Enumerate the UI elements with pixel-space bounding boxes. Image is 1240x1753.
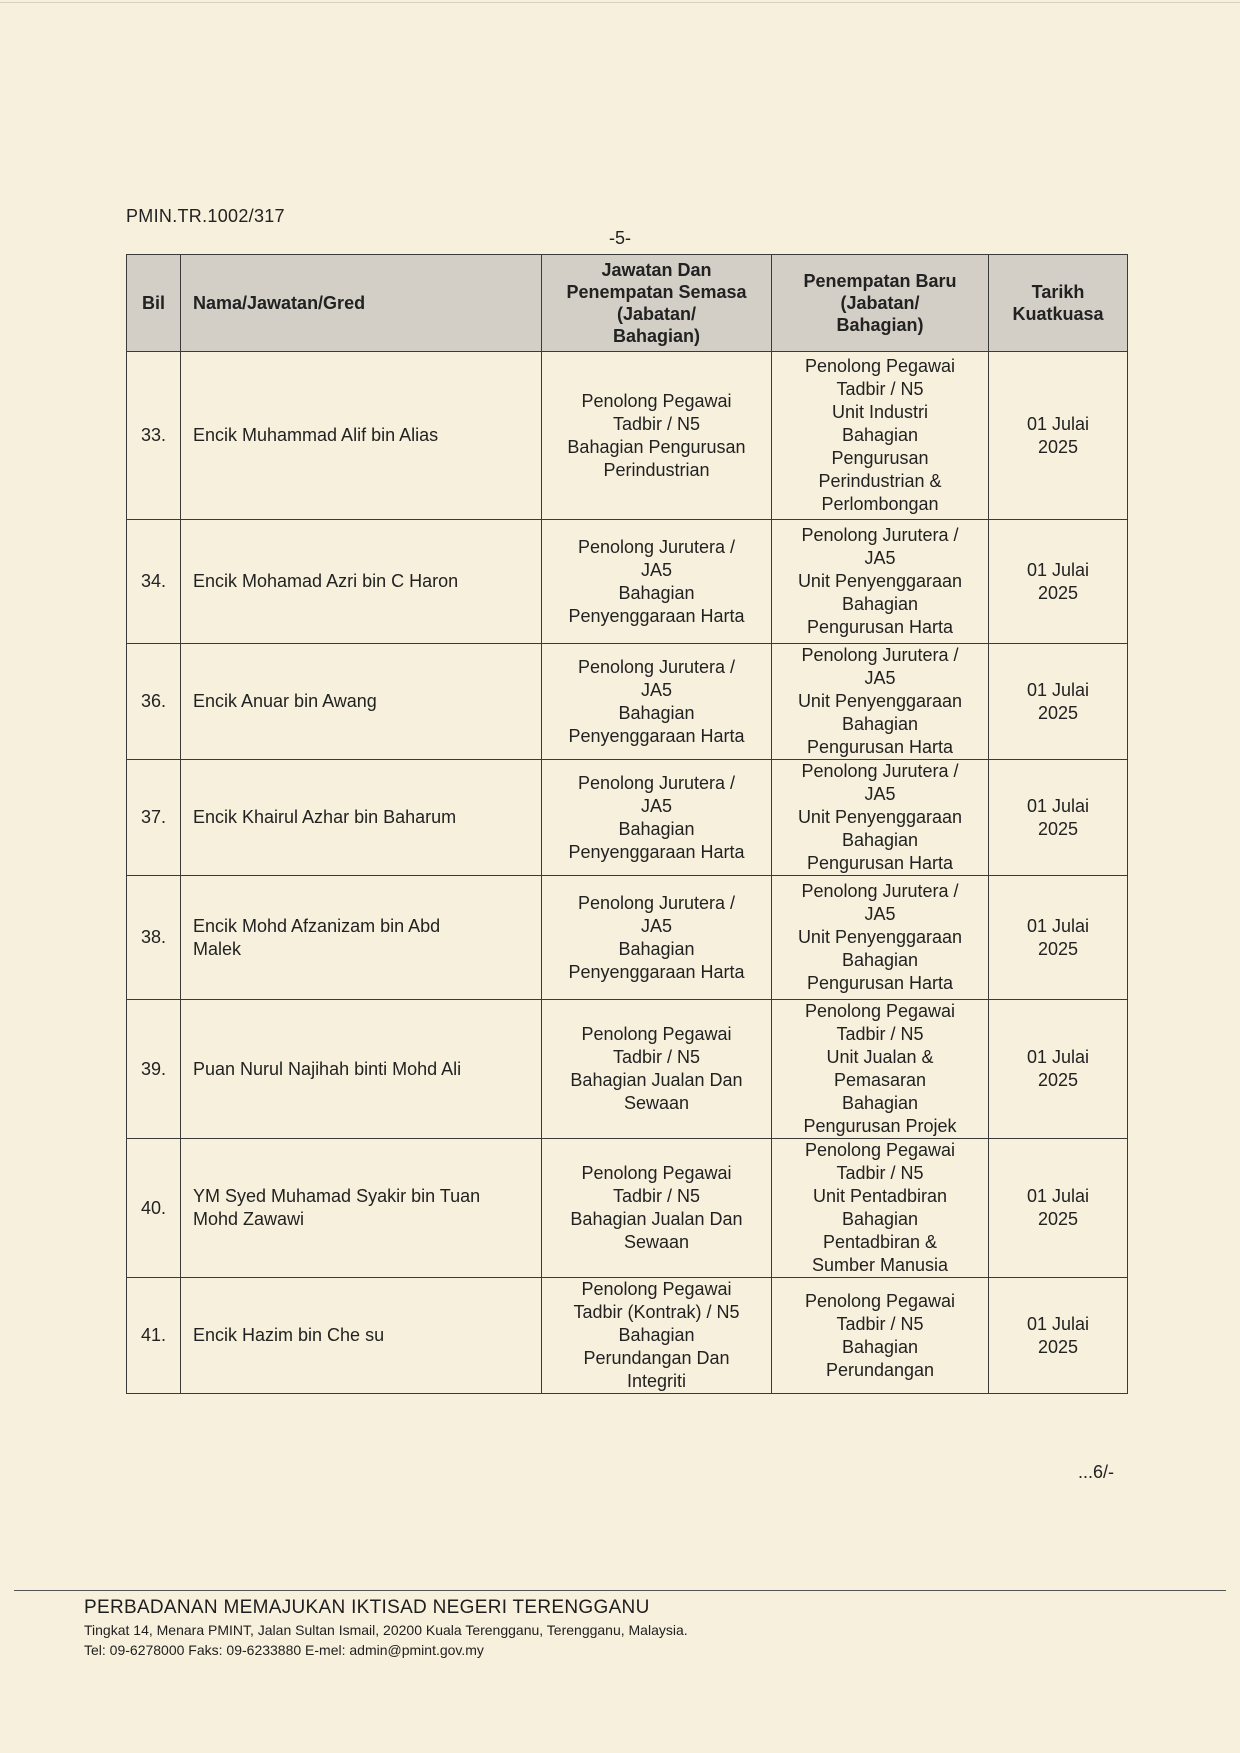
current-posting-line: JA5 bbox=[640, 559, 673, 580]
current-posting bbox=[542, 1000, 772, 1139]
effective-date-line: 01 Julai bbox=[1026, 559, 1090, 580]
header-current-posting bbox=[542, 255, 772, 352]
current-posting-line: Penolong Jurutera / bbox=[577, 772, 736, 793]
row-number: 38. bbox=[127, 876, 181, 1000]
table-row bbox=[127, 520, 1128, 644]
top-rule bbox=[0, 2, 1240, 3]
new-posting-line: Penolong Pegawai bbox=[804, 1290, 956, 1311]
current-posting-line: Perundangan Dan bbox=[583, 1348, 730, 1368]
new-posting-line: Unit Penyenggaraan bbox=[797, 571, 963, 591]
current-posting bbox=[542, 876, 772, 1000]
employee-name bbox=[181, 520, 542, 644]
transfer-table bbox=[126, 254, 1128, 1394]
employee-name-line: Encik Muhammad Alif bin Alias bbox=[193, 425, 439, 445]
new-posting-line: JA5 bbox=[864, 904, 896, 924]
reference-number: PMIN.TR.1002/317 bbox=[126, 206, 285, 226]
new-posting-line: Bahagian bbox=[841, 950, 919, 970]
new-posting-line: Penolong Jurutera / bbox=[801, 881, 959, 901]
current-posting-line: Integriti bbox=[626, 1371, 687, 1391]
current-posting-line: Sewaan bbox=[623, 1093, 690, 1113]
new-posting-line: JA5 bbox=[864, 548, 896, 568]
current-posting-line: Bahagian Pengurusan bbox=[567, 436, 746, 457]
new-posting-line: Penolong Jurutera / bbox=[801, 525, 959, 545]
new-posting-line: Penolong Pegawai bbox=[804, 1001, 956, 1021]
new-posting bbox=[772, 352, 989, 520]
footer-contact: Tel: 09-6278000 Faks: 09-6233880 E-mel: admin@pmint.gov.my bbox=[84, 1642, 484, 1658]
employee-name-line: YM Syed Muhamad Syakir bin Tuan bbox=[193, 1186, 481, 1206]
new-posting-line: Unit Penyenggaraan bbox=[797, 807, 963, 827]
new-posting-line: JA5 bbox=[864, 784, 896, 804]
new-posting bbox=[772, 520, 989, 644]
effective-date bbox=[989, 644, 1128, 760]
new-posting-line: Penolong Jurutera / bbox=[801, 761, 959, 781]
employee-name bbox=[181, 1000, 542, 1139]
new-posting bbox=[772, 876, 989, 1000]
employee-name bbox=[181, 352, 542, 520]
new-posting-line: Bahagian bbox=[841, 830, 919, 850]
row-number: 39. bbox=[127, 1000, 181, 1139]
effective-date-line: 01 Julai bbox=[1026, 413, 1090, 434]
employee-name-line: Malek bbox=[193, 938, 242, 959]
header-line: (Jabatan/ bbox=[616, 304, 697, 324]
new-posting bbox=[772, 760, 989, 876]
table-row bbox=[127, 644, 1128, 760]
new-posting-line: Tadbir / N5 bbox=[836, 1313, 924, 1334]
new-posting-line: Pengurusan Harta bbox=[806, 973, 954, 993]
current-posting-line: Tadbir / N5 bbox=[612, 413, 701, 434]
effective-date-line: 2025 bbox=[1037, 436, 1079, 457]
new-posting bbox=[772, 644, 989, 760]
row-number: 41. bbox=[127, 1278, 181, 1394]
effective-date-line: 01 Julai bbox=[1026, 795, 1090, 816]
new-posting-line: Sumber Manusia bbox=[811, 1255, 949, 1275]
current-posting-line: Penolong Pegawai bbox=[581, 390, 732, 411]
effective-date bbox=[989, 1000, 1128, 1139]
current-posting-line: JA5 bbox=[640, 679, 673, 700]
header-line: Bahagian) bbox=[612, 326, 700, 346]
current-posting-line: Penolong Jurutera / bbox=[577, 656, 736, 677]
header-line: Kuatkuasa bbox=[1012, 304, 1104, 324]
current-posting-line: Bahagian Jualan Dan bbox=[570, 1209, 743, 1229]
effective-date bbox=[989, 1278, 1128, 1394]
effective-date-line: 2025 bbox=[1037, 582, 1079, 603]
employee-name-line: Encik Anuar bin Awang bbox=[193, 691, 377, 711]
table-row bbox=[127, 352, 1128, 520]
header-line: Jawatan Dan bbox=[601, 260, 712, 280]
table-row bbox=[127, 760, 1128, 876]
effective-date bbox=[989, 1139, 1128, 1278]
effective-date-line: 2025 bbox=[1037, 702, 1079, 723]
header-line: Tarikh bbox=[1031, 282, 1085, 302]
header-line: Bahagian) bbox=[836, 315, 924, 335]
effective-date bbox=[989, 760, 1128, 876]
footer-organization: PERBADANAN MEMAJUKAN IKTISAD NEGERI TERENGGANU bbox=[84, 1597, 650, 1618]
new-posting-line: Unit Pentadbiran bbox=[812, 1186, 948, 1206]
current-posting-line: Penolong Pegawai bbox=[581, 1024, 732, 1044]
new-posting-line: Pengurusan Harta bbox=[806, 737, 954, 757]
row-number: 40. bbox=[127, 1139, 181, 1278]
effective-date-line: 01 Julai bbox=[1026, 679, 1090, 700]
footer-rule bbox=[14, 1590, 1226, 1591]
current-posting-line: Tadbir / N5 bbox=[612, 1047, 701, 1067]
new-posting-line: JA5 bbox=[864, 668, 896, 688]
new-posting-line: Pengurusan Harta bbox=[806, 853, 954, 873]
employee-name bbox=[181, 760, 542, 876]
header-name: Nama/Jawatan/Gred bbox=[181, 255, 542, 352]
page-number: -5- bbox=[609, 228, 631, 248]
new-posting-line: Bahagian bbox=[841, 1209, 919, 1229]
table-row bbox=[127, 1278, 1128, 1394]
current-posting-line: Penyenggaraan Harta bbox=[568, 841, 745, 862]
effective-date bbox=[989, 876, 1128, 1000]
effective-date-line: 01 Julai bbox=[1026, 1313, 1090, 1334]
new-posting-line: Bahagian bbox=[841, 714, 919, 734]
current-posting bbox=[542, 644, 772, 760]
new-posting-line: Bahagian bbox=[841, 1336, 919, 1357]
current-posting-line: Sewaan bbox=[623, 1232, 690, 1252]
current-posting bbox=[542, 760, 772, 876]
effective-date-line: 01 Julai bbox=[1026, 1047, 1090, 1067]
header-bil: Bil bbox=[127, 255, 181, 352]
new-posting-line: Pentadbiran & bbox=[822, 1232, 938, 1252]
employee-name-line: Mohd Zawawi bbox=[193, 1209, 305, 1229]
new-posting-line: Tadbir / N5 bbox=[836, 379, 924, 399]
effective-date-line: 01 Julai bbox=[1026, 915, 1090, 936]
current-posting-line: Tadbir (Kontrak) / N5 bbox=[573, 1302, 740, 1322]
employee-name-line: Encik Mohd Afzanizam bin Abd bbox=[193, 915, 441, 936]
table-header-row bbox=[127, 255, 1128, 352]
table-row bbox=[127, 1139, 1128, 1278]
current-posting-line: Bahagian bbox=[618, 702, 695, 723]
employee-name-line: Encik Hazim bin Che su bbox=[193, 1325, 385, 1345]
new-posting-line: Unit Penyenggaraan bbox=[797, 691, 963, 711]
current-posting-line: Tadbir / N5 bbox=[612, 1186, 701, 1206]
new-posting-line: Perundangan bbox=[825, 1359, 935, 1380]
current-posting-line: Penolong Pegawai bbox=[581, 1279, 732, 1299]
effective-date-line: 2025 bbox=[1037, 1209, 1079, 1229]
current-posting-line: Penolong Jurutera / bbox=[577, 892, 736, 913]
new-posting bbox=[772, 1278, 989, 1394]
new-posting-line: Penolong Pegawai bbox=[804, 1140, 956, 1160]
effective-date-line: 2025 bbox=[1037, 818, 1079, 839]
current-posting-line: Bahagian bbox=[618, 818, 695, 839]
current-posting-line: Bahagian bbox=[618, 938, 695, 959]
effective-date-line: 2025 bbox=[1037, 938, 1079, 959]
current-posting-line: JA5 bbox=[640, 915, 673, 936]
continuation-marker: ...6/- bbox=[1078, 1462, 1115, 1482]
new-posting-line: Perlombongan bbox=[821, 494, 939, 514]
current-posting-line: Bahagian Jualan Dan bbox=[570, 1070, 743, 1090]
employee-name bbox=[181, 644, 542, 760]
new-posting-line: Pengurusan Projek bbox=[803, 1116, 957, 1136]
table-row bbox=[127, 876, 1128, 1000]
new-posting-line: Unit Jualan & bbox=[826, 1047, 934, 1067]
new-posting-line: Pengurusan Harta bbox=[806, 617, 954, 637]
new-posting-line: Pemasaran bbox=[833, 1070, 927, 1090]
new-posting bbox=[772, 1000, 989, 1139]
current-posting-line: Bahagian bbox=[618, 582, 695, 603]
effective-date-line: 2025 bbox=[1037, 1070, 1079, 1090]
new-posting-line: Tadbir / N5 bbox=[836, 1024, 924, 1044]
new-posting-line: Bahagian bbox=[841, 1093, 919, 1113]
current-posting bbox=[542, 352, 772, 520]
current-posting-line: Penolong Pegawai bbox=[581, 1163, 732, 1183]
table-row bbox=[127, 1000, 1128, 1139]
header-new-posting bbox=[772, 255, 989, 352]
current-posting-line: Penyenggaraan Harta bbox=[568, 725, 745, 746]
employee-name-line: Encik Khairul Azhar bin Baharum bbox=[193, 807, 457, 827]
current-posting-line: Penyenggaraan Harta bbox=[568, 961, 745, 982]
current-posting bbox=[542, 1139, 772, 1278]
employee-name bbox=[181, 876, 542, 1000]
effective-date bbox=[989, 520, 1128, 644]
header-line: (Jabatan/ bbox=[840, 293, 920, 313]
effective-date-line: 2025 bbox=[1037, 1336, 1079, 1357]
effective-date bbox=[989, 352, 1128, 520]
new-posting-line: Bahagian bbox=[841, 425, 919, 445]
current-posting bbox=[542, 1278, 772, 1394]
employee-name bbox=[181, 1139, 542, 1278]
employee-name bbox=[181, 1278, 542, 1394]
row-number: 34. bbox=[127, 520, 181, 644]
current-posting-line: Penolong Jurutera / bbox=[577, 536, 736, 557]
current-posting-line: Bahagian bbox=[618, 1325, 695, 1345]
current-posting-line: Penyenggaraan Harta bbox=[568, 605, 745, 626]
new-posting-line: Unit Industri bbox=[831, 402, 929, 422]
effective-date-line: 01 Julai bbox=[1026, 1186, 1090, 1206]
footer-address: Tingkat 14, Menara PMINT, Jalan Sultan Ismail, 20200 Kuala Terengganu, Terengganu, Malaysia. bbox=[84, 1622, 688, 1638]
new-posting-line: Penolong Pegawai bbox=[804, 356, 956, 376]
row-number: 33. bbox=[127, 352, 181, 520]
row-number: 37. bbox=[127, 760, 181, 876]
new-posting-line: Penolong Jurutera / bbox=[801, 645, 959, 665]
header-line: Penempatan Semasa bbox=[566, 282, 747, 302]
new-posting-line: Bahagian bbox=[841, 594, 919, 614]
current-posting bbox=[542, 520, 772, 644]
new-posting-line: Unit Penyenggaraan bbox=[797, 927, 963, 947]
employee-name-line: Puan Nurul Najihah binti Mohd Ali bbox=[193, 1058, 462, 1079]
employee-name-line: Encik Mohamad Azri bin C Haron bbox=[193, 571, 459, 591]
row-number: 36. bbox=[127, 644, 181, 760]
new-posting-line: Perindustrian & bbox=[818, 471, 942, 491]
current-posting-line: JA5 bbox=[640, 795, 673, 816]
header-line: Penempatan Baru bbox=[803, 271, 957, 291]
current-posting-line: Perindustrian bbox=[603, 459, 710, 480]
new-posting bbox=[772, 1139, 989, 1278]
new-posting-line: Pengurusan bbox=[831, 448, 929, 468]
new-posting-line: Tadbir / N5 bbox=[836, 1163, 924, 1183]
header-effective-date bbox=[989, 255, 1128, 352]
